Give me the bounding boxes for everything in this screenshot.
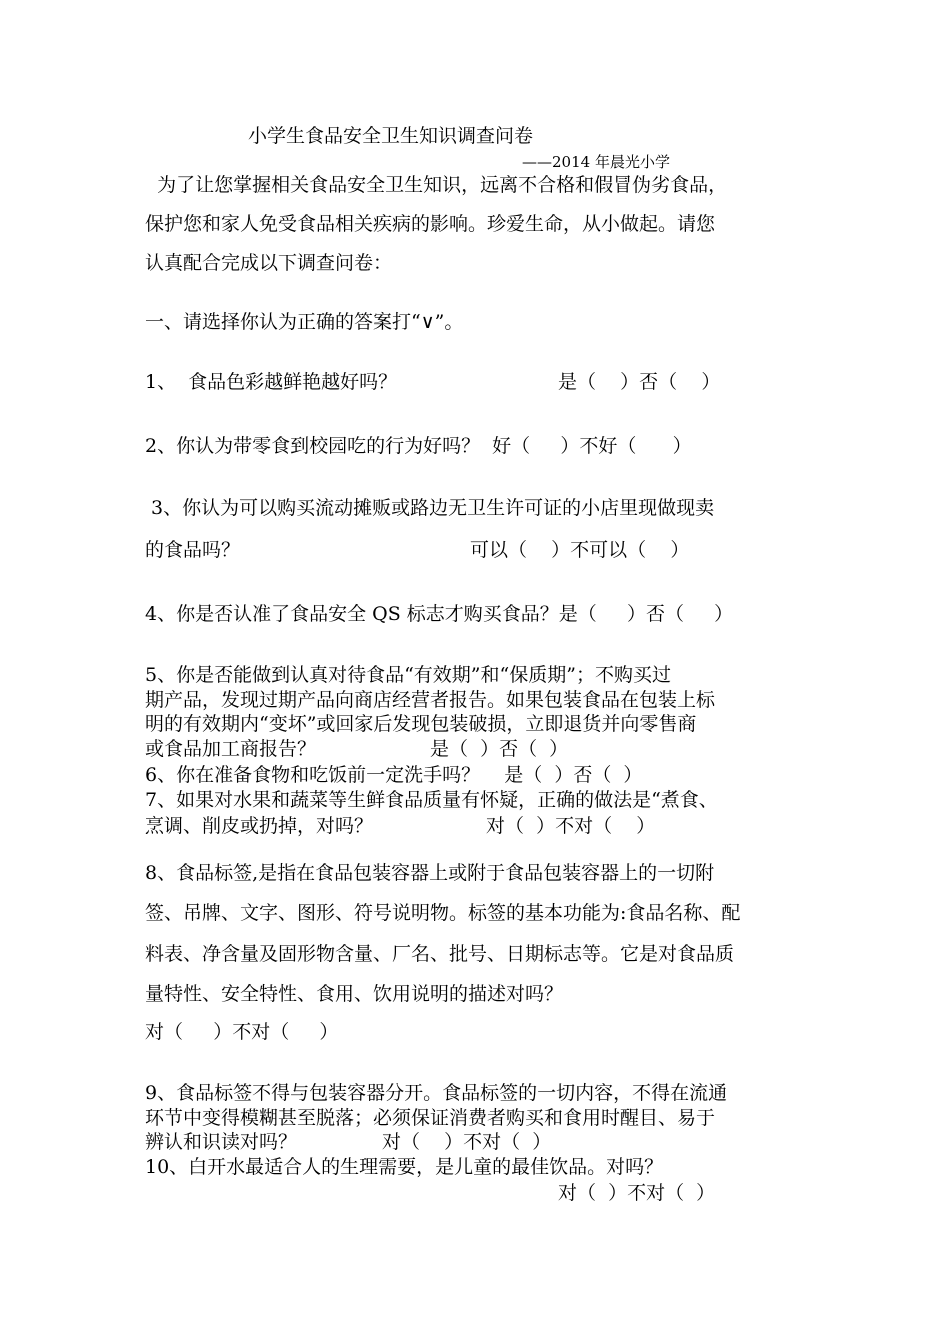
question-1-answer: 是（ ）否（ ） <box>558 371 721 393</box>
intro-line: 认真配合完成以下调查问卷： <box>145 252 393 274</box>
question-5-line: 5、你是否能做到认真对待食品“有效期”和“保质期”；不购买过 <box>145 664 671 686</box>
question-4: 4、你是否认准了食品安全 QS 标志才购买食品？是（ ）否（ ） <box>145 603 734 625</box>
question-6: 6、你在准备食物和吃饭前一定洗手吗？ 是（ ）否（ ） <box>145 764 643 786</box>
question-9-answer: 对（ ）不对（ ） <box>382 1131 552 1153</box>
question-10: 10、白开水最适合人的生理需要，是儿童的最佳饮品。对吗？ <box>145 1156 664 1178</box>
question-7-line: 烹调、削皮或扔掉，对吗？ <box>145 815 374 837</box>
question-5-line: 期产品，发现过期产品向商店经营者报告。如果包装食品在包装上标 <box>145 689 716 711</box>
question-2: 2、你认为带零食到校园吃的行为好吗？ 好（ ）不好（ ） <box>145 435 692 457</box>
question-5-line: 或食品加工商报告？ <box>145 738 317 760</box>
question-1: 1、 食品色彩越鲜艳越好吗？ <box>145 371 398 393</box>
question-3-answer: 可以（ ）不可以（ ） <box>470 539 690 561</box>
question-9-line: 辨认和识读对吗？ <box>145 1131 298 1153</box>
question-5-answer: 是（ ）否（ ） <box>430 738 569 760</box>
question-5-line: 明的有效期内“变坏”或回家后发现包装破损，立即退货并向零售商 <box>145 713 697 735</box>
intro-line: 保护您和家人免受食品相关疾病的影响。珍爱生命，从小做起。请您 <box>145 213 716 235</box>
page-subtitle: ——2014 年晨光小学 <box>522 153 670 171</box>
question-7-line: 7、如果对水果和蔬菜等生鲜食品质量有怀疑，正确的做法是“煮食、 <box>145 789 718 811</box>
question-3-line: 3、你认为可以购买流动摊贩或路边无卫生许可证的小店里现做现卖 <box>145 497 715 519</box>
question-9-line: 9、食品标签不得与包装容器分开。食品标签的一切内容，不得在流通 <box>145 1082 728 1104</box>
question-8-line: 8、食品标签,是指在食品包装容器上或附于食品包装容器上的一切附 <box>145 862 715 884</box>
question-9-line: 环节中变得模糊甚至脱落；必须保证消费者购买和食用时醒目、易于 <box>145 1107 716 1129</box>
question-8-line: 签、吊牌、文字、图形、符号说明物。标签的基本功能为:食品名称、配 <box>145 902 741 924</box>
question-7-answer: 对（ ）不对（ ） <box>486 815 656 837</box>
question-10-answer: 对（ ）不对（ ） <box>558 1182 716 1204</box>
question-3-line: 的食品吗？ <box>145 539 241 561</box>
page-title: 小学生食品安全卫生知识调查问卷 <box>248 125 534 147</box>
question-8-answer: 对（ ）不对（ ） <box>145 1021 339 1043</box>
section-heading: 一、请选择你认为正确的答案打“∨”。 <box>145 311 464 333</box>
intro-line: 为了让您掌握相关食品安全卫生知识，远离不合格和假冒伪劣食品， <box>145 174 728 196</box>
question-8-line: 料表、净含量及固形物含量、厂名、批号、日期标志等。它是对食品质 <box>145 943 735 965</box>
question-8-line: 量特性、安全特性、食用、饮用说明的描述对吗？ <box>145 983 564 1005</box>
